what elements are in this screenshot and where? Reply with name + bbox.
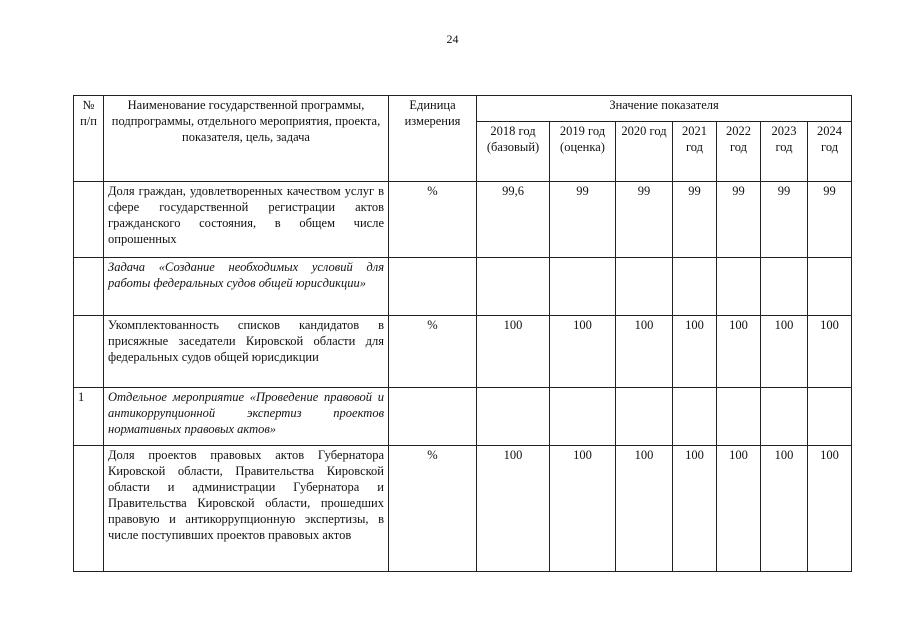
header-year: 2021 год	[673, 122, 717, 182]
row-value: 100	[616, 316, 673, 388]
row-number	[74, 258, 104, 316]
row-unit	[389, 258, 477, 316]
row-unit: %	[389, 446, 477, 572]
row-value: 100	[673, 316, 717, 388]
header-row-1	[74, 96, 852, 122]
row-number	[74, 182, 104, 258]
header-year: 2024 год	[808, 122, 852, 182]
header-unit: Единица измерения	[389, 96, 477, 182]
row-value	[550, 258, 616, 316]
row-unit	[389, 388, 477, 446]
row-value: 99	[550, 182, 616, 258]
row-name: Отдельное мероприятие «Проведение правовой и антикоррупционной экспертиз проектов нормативных правовых актов»	[104, 388, 389, 446]
row-value: 99	[717, 182, 761, 258]
row-value: 100	[717, 446, 761, 572]
row-value	[808, 258, 852, 316]
row-value: 100	[761, 446, 808, 572]
row-value	[808, 388, 852, 446]
indicator-table	[73, 95, 852, 572]
row-value	[673, 258, 717, 316]
row-value	[761, 388, 808, 446]
row-number	[74, 446, 104, 572]
header-year: 2020 год	[616, 122, 673, 182]
row-value: 99	[673, 182, 717, 258]
row-value	[717, 388, 761, 446]
row-name: Укомплектованность списков кандидатов в присяжные заседатели Кировской области для федеральных судов общей юрисдикции	[104, 316, 389, 388]
page-number: 24	[446, 32, 459, 46]
header-name: Наименование государственной программы, подпрограммы, отдельного мероприятия, проекта, показателя, цель, задача	[104, 96, 389, 182]
row-value	[717, 258, 761, 316]
header-year: 2018 год (базовый)	[477, 122, 550, 182]
row-name: Доля проектов правовых актов Губернатора Кировской области, Правительства Кировской области и администрации Губернатора и Правительства Кировской области, прошедших правовую и антикоррупционную экспертизы, в числе поступивших проектов правовых актов	[104, 446, 389, 572]
table-row	[74, 446, 852, 572]
header-year: 2019 год (оценка)	[550, 122, 616, 182]
row-value: 100	[717, 316, 761, 388]
row-value	[616, 258, 673, 316]
row-value	[673, 388, 717, 446]
row-value: 100	[808, 316, 852, 388]
row-value: 99,6	[477, 182, 550, 258]
row-value: 99	[808, 182, 852, 258]
row-number	[74, 316, 104, 388]
header-year: 2022 год	[717, 122, 761, 182]
row-name: Задача «Создание необходимых условий для работы федеральных судов общей юрисдикции»	[104, 258, 389, 316]
table-row	[74, 388, 852, 446]
table-row	[74, 258, 852, 316]
row-value	[761, 258, 808, 316]
row-value: 100	[477, 446, 550, 572]
header-value-group: Значение показателя	[477, 96, 852, 122]
header-year: 2023 год	[761, 122, 808, 182]
row-value: 100	[761, 316, 808, 388]
row-value: 100	[673, 446, 717, 572]
header-no: № п/п	[74, 96, 104, 182]
table-row	[74, 316, 852, 388]
row-value	[550, 388, 616, 446]
row-value: 100	[550, 316, 616, 388]
table-row	[74, 182, 852, 258]
row-value: 100	[477, 316, 550, 388]
row-value	[616, 388, 673, 446]
row-value	[477, 388, 550, 446]
row-value: 100	[616, 446, 673, 572]
row-value: 99	[761, 182, 808, 258]
row-value	[477, 258, 550, 316]
row-value: 100	[808, 446, 852, 572]
row-unit: %	[389, 182, 477, 258]
row-value: 100	[550, 446, 616, 572]
row-name: Доля граждан, удовлетворенных качеством услуг в сфере государственной регистрации актов гражданского состояния, в общем числе опрошенных	[104, 182, 389, 258]
row-number: 1	[74, 388, 104, 446]
row-unit: %	[389, 316, 477, 388]
row-value: 99	[616, 182, 673, 258]
